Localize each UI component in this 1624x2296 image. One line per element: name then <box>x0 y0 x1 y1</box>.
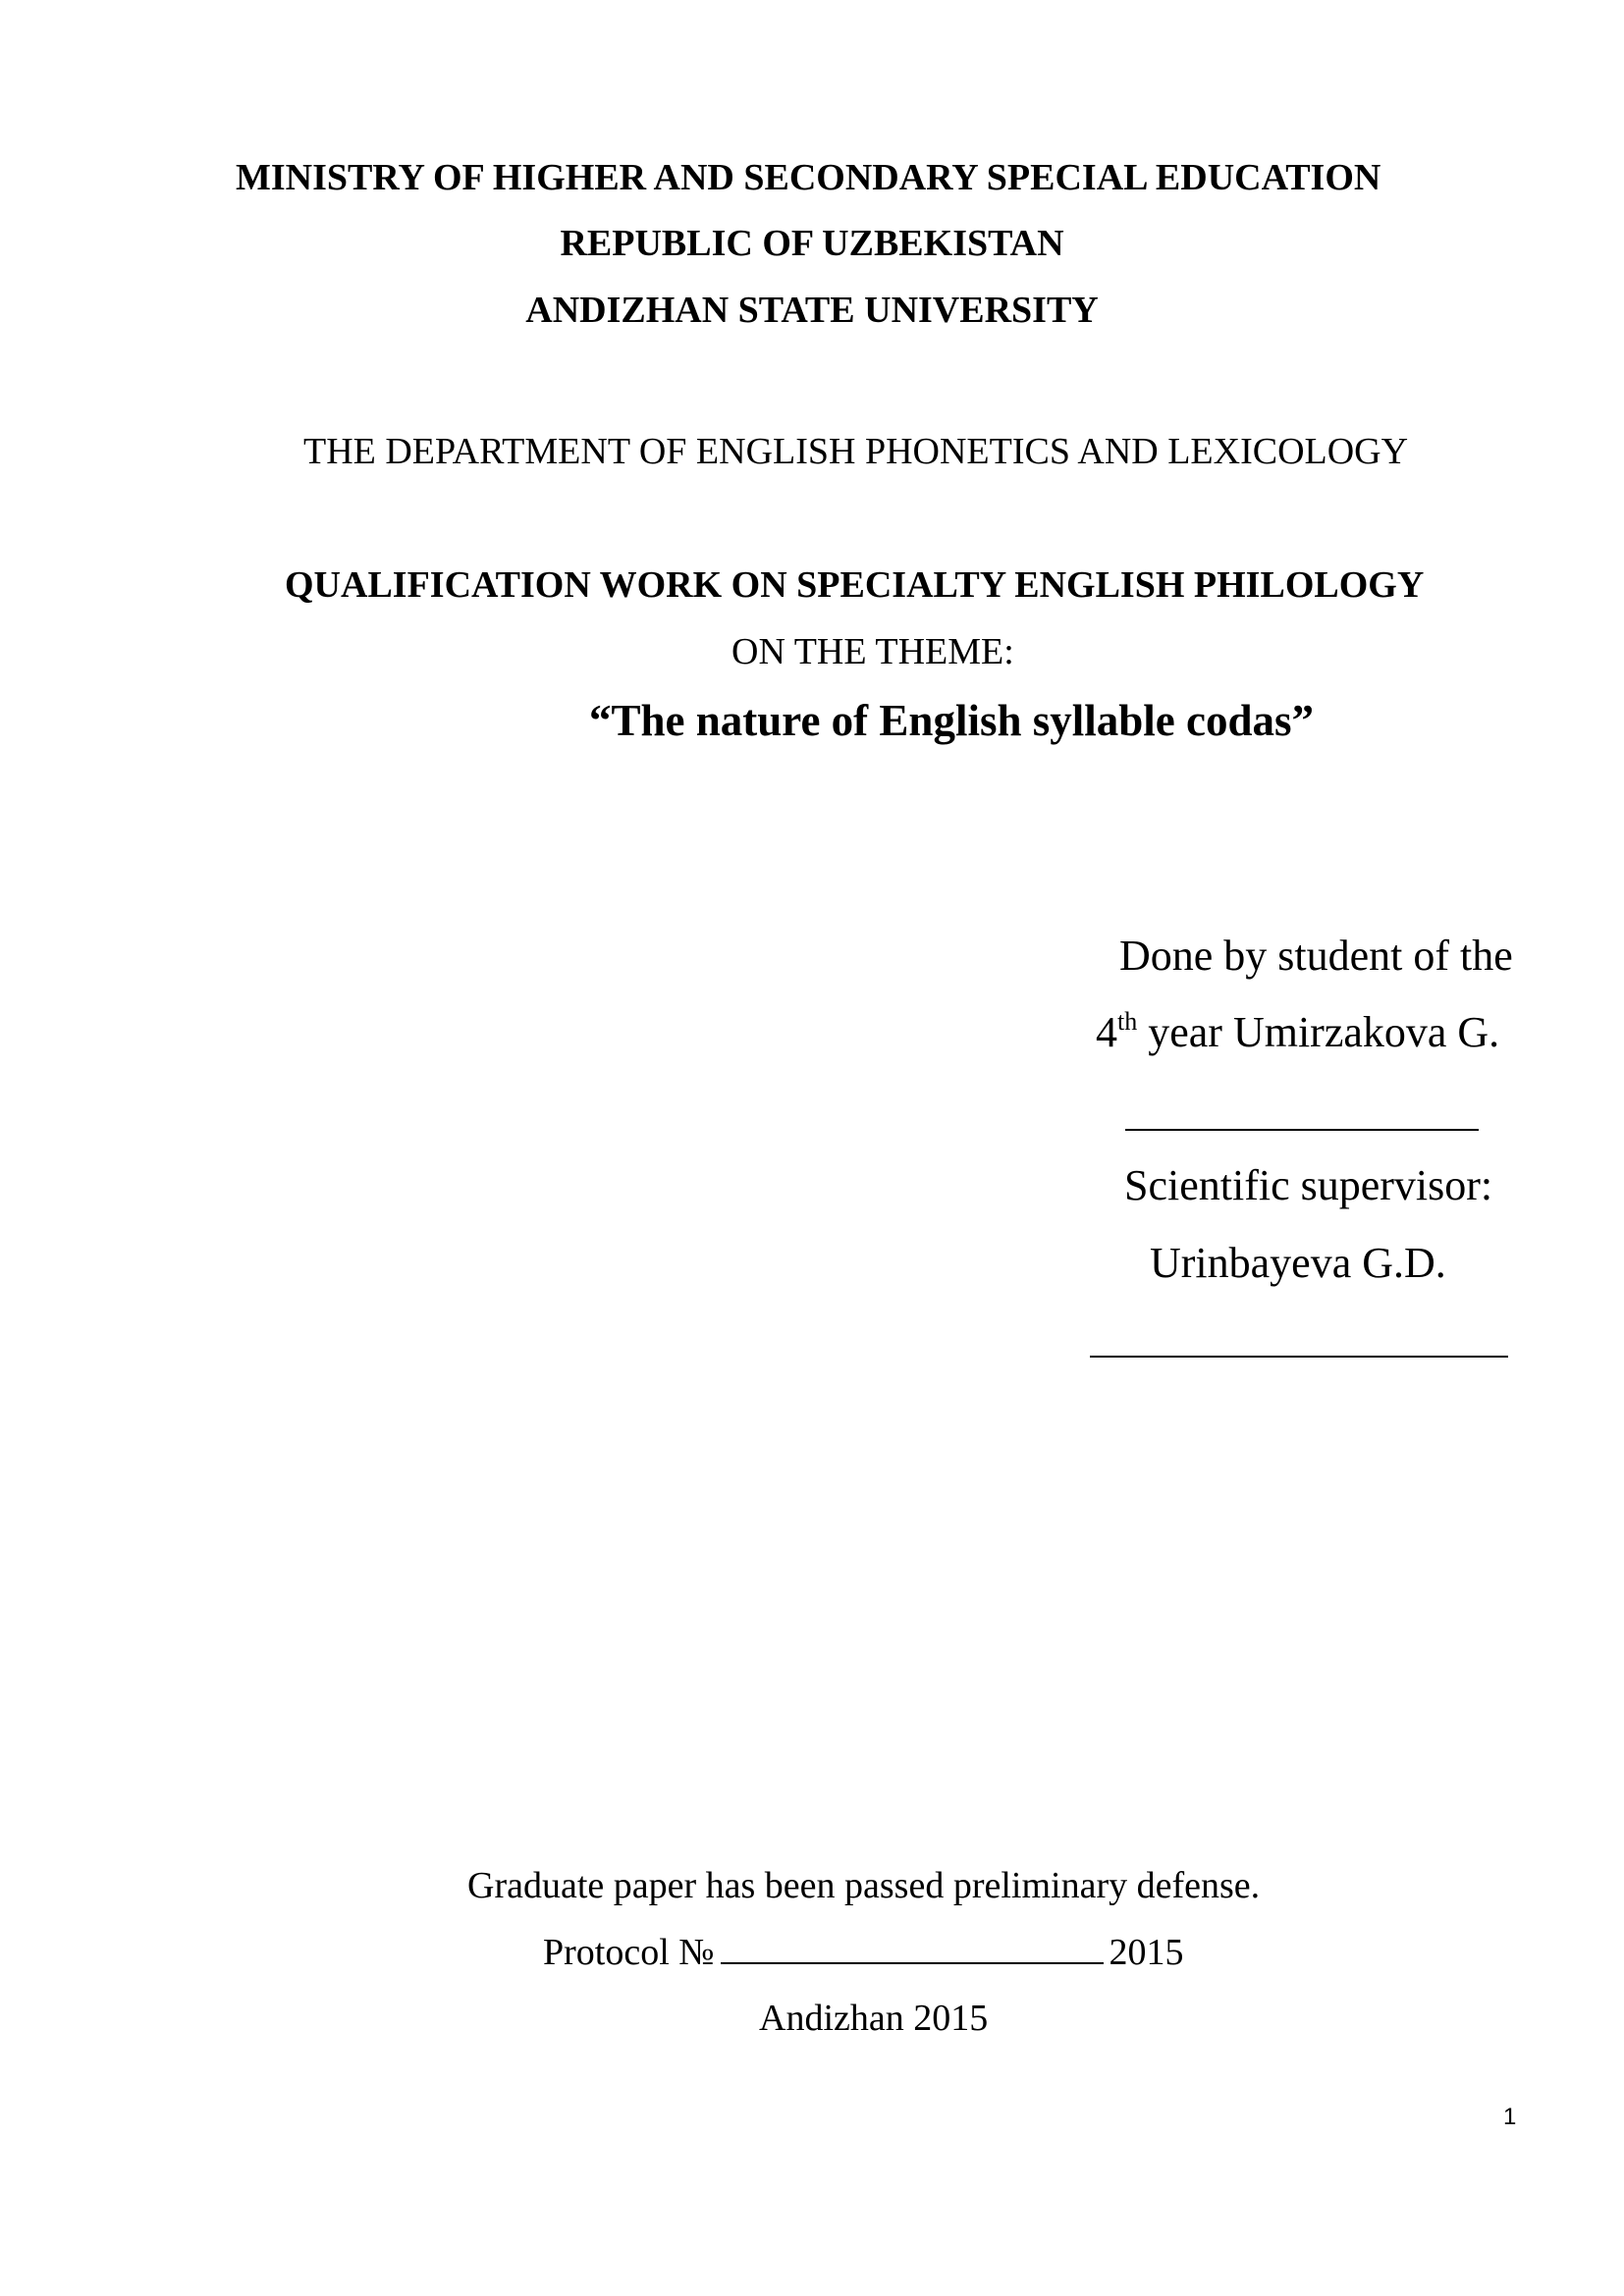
supervisor-signature-line <box>1090 1316 1508 1358</box>
supervisor-label: Scientific supervisor: <box>1124 1161 1493 1209</box>
student-signature-line <box>1125 1090 1479 1131</box>
qualification-heading: QUALIFICATION WORK ON SPECIALTY ENGLISH PHILOLOGY <box>285 564 1425 606</box>
year-suffix: th <box>1117 1007 1138 1036</box>
page-number: 1 <box>1503 2104 1517 2130</box>
student-name: year Umirzakova G. <box>1137 1008 1500 1056</box>
year-number: 4 <box>1096 1008 1117 1056</box>
supervisor-name: Urinbayeva G.D. <box>1150 1239 1446 1287</box>
on-theme-label: ON THE THEME: <box>731 631 1014 672</box>
ministry-heading: MINISTRY OF HIGHER AND SECONDARY SPECIAL EDUCATION <box>236 157 1381 198</box>
university-heading: ANDIZHAN STATE UNIVERSITY <box>525 290 1099 331</box>
defense-note: Graduate paper has been passed preliminary defense. <box>467 1865 1261 1906</box>
student-year-name <box>1096 1007 1500 1056</box>
republic-heading: REPUBLIC OF UZBEKISTAN <box>560 223 1064 264</box>
thesis-title: “The nature of English syllable codas” <box>589 696 1315 745</box>
department-heading: THE DEPARTMENT OF ENGLISH PHONETICS AND LEXICOLOGY <box>303 431 1409 472</box>
city-year: Andizhan 2015 <box>759 1998 989 2039</box>
protocol-year: 2015 <box>1109 1932 1184 1973</box>
done-by-label: Done by student of the <box>1119 932 1513 980</box>
protocol-line <box>543 1933 1184 1971</box>
protocol-prefix: Protocol № <box>543 1932 715 1973</box>
protocol-number-blank <box>721 1933 1104 1964</box>
